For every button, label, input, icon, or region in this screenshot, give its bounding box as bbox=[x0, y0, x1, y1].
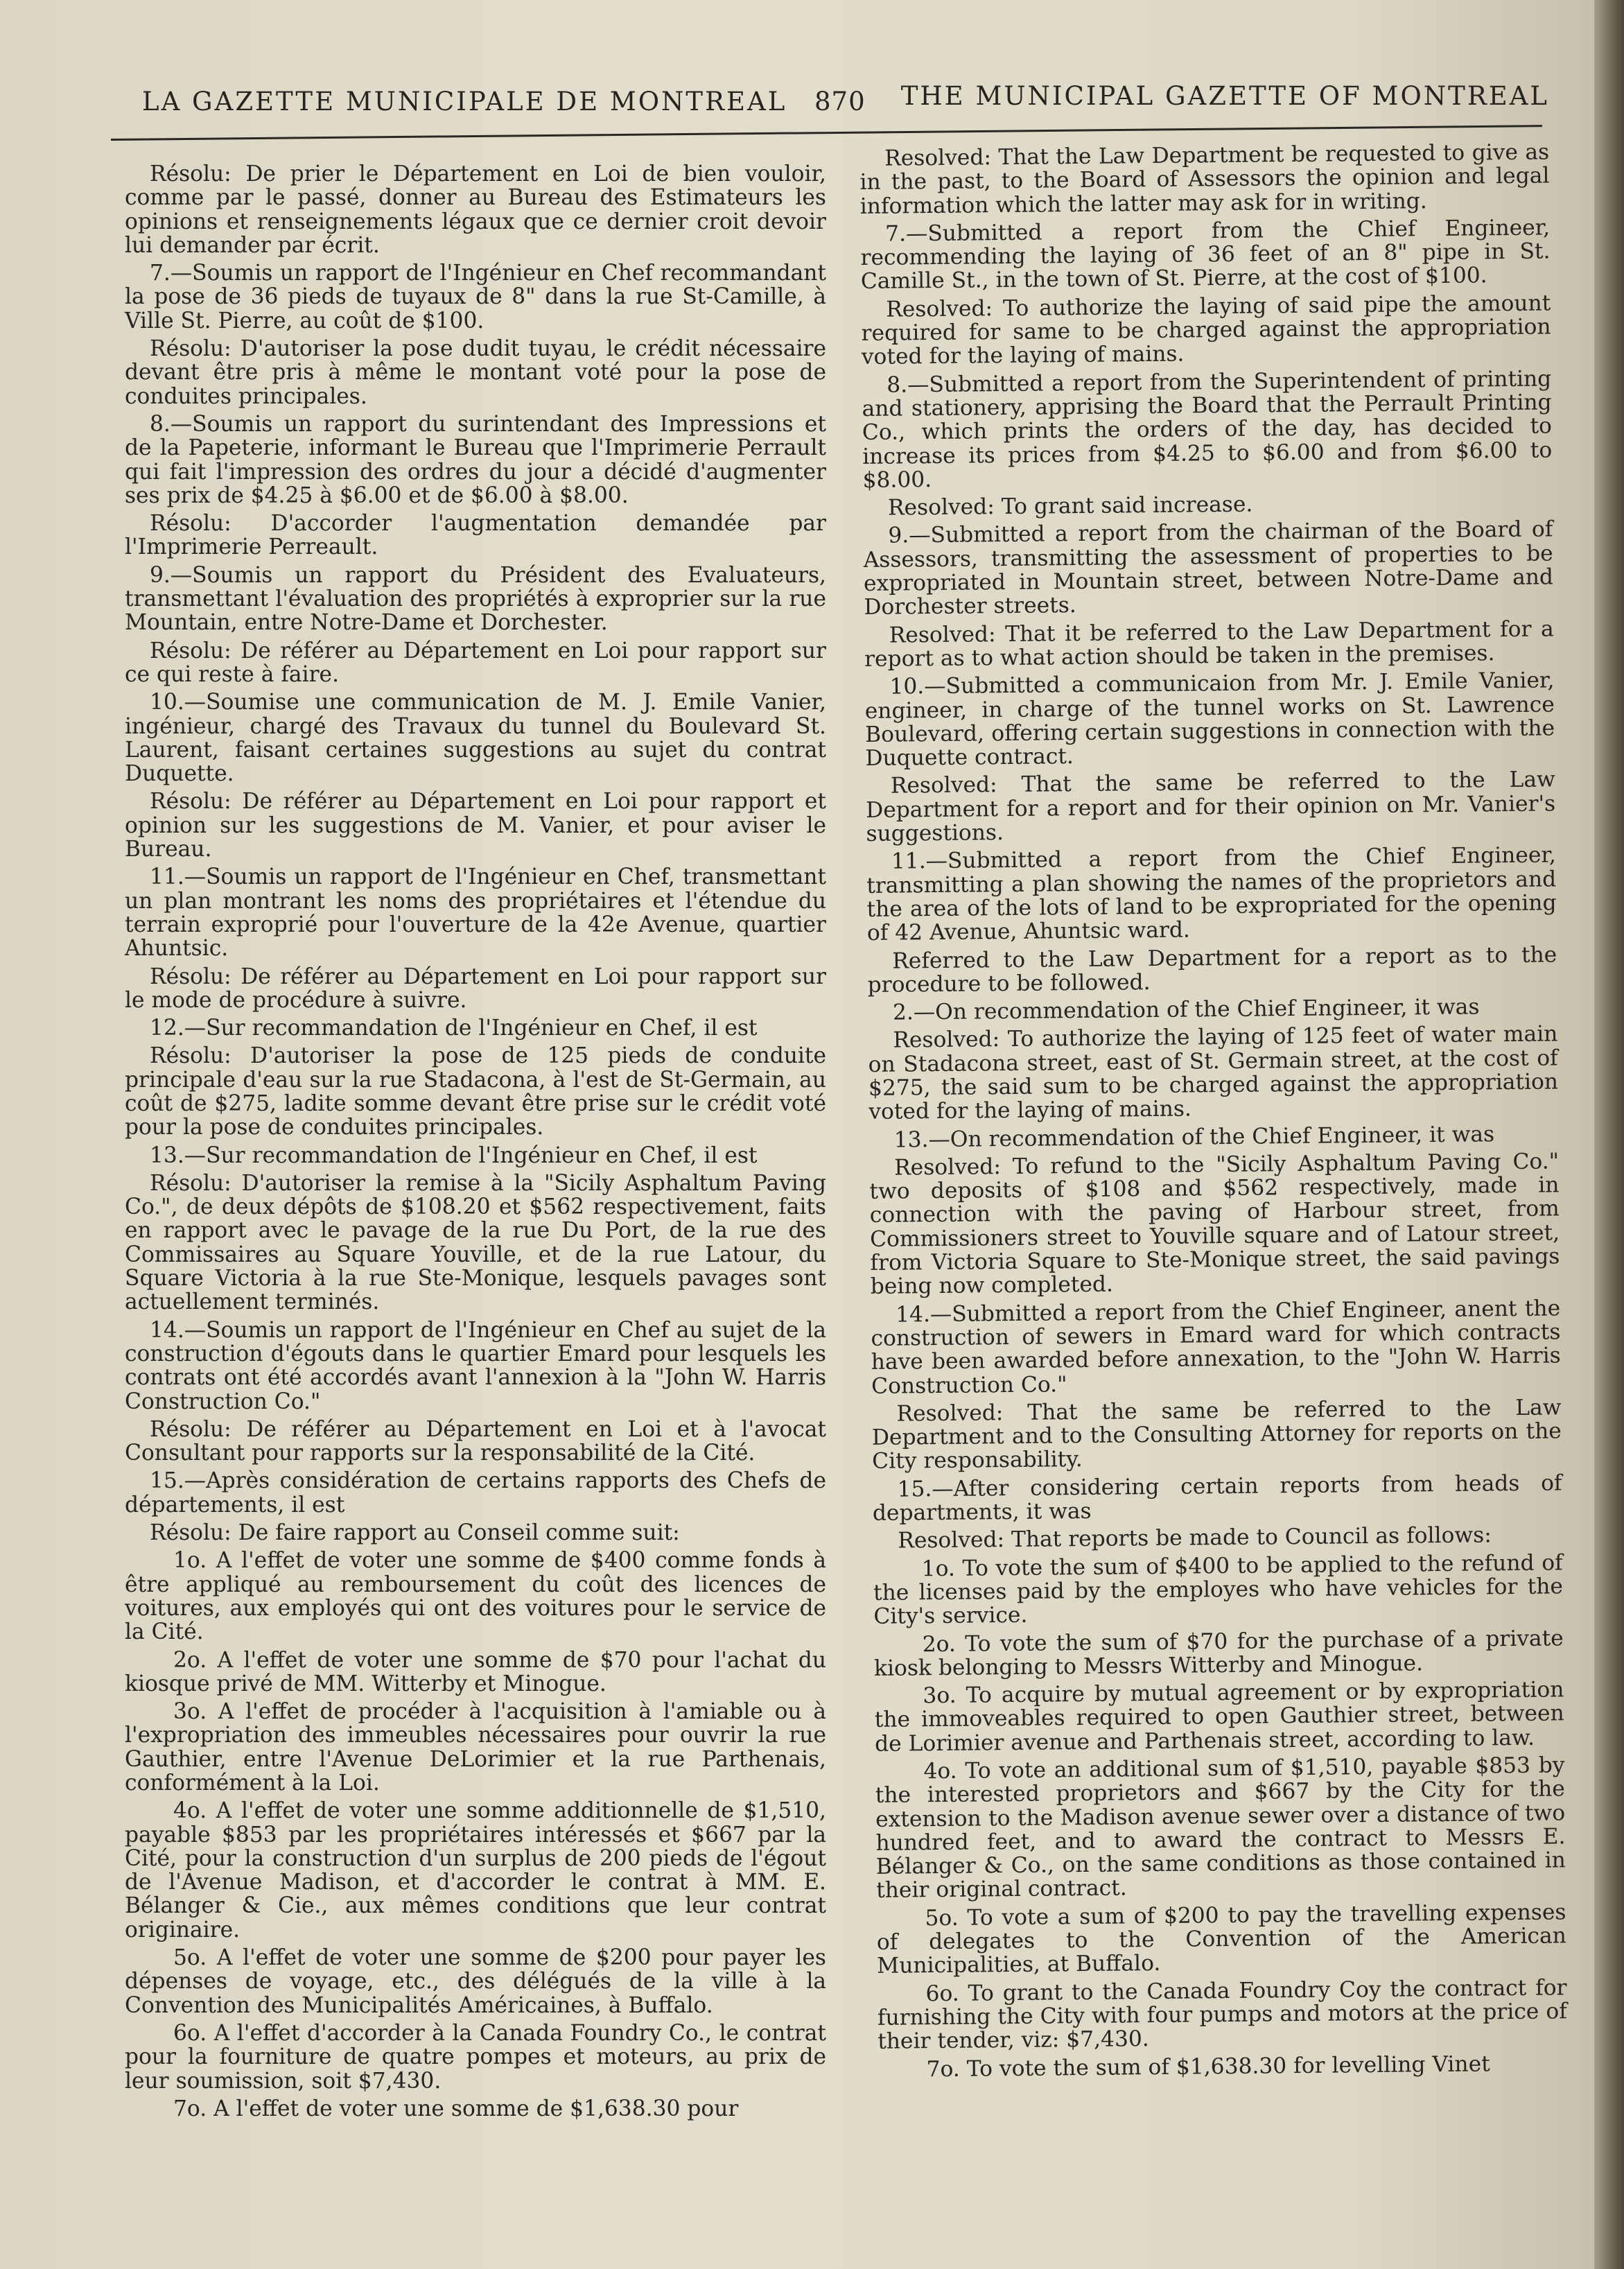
list-item: 7o. To vote the sum of $1,638.30 for levelling Vinet bbox=[926, 2051, 1490, 2082]
header-english-title: THE MUNICIPAL GAZETTE OF MONTREAL bbox=[900, 81, 1549, 111]
paragraph: Résolu: De référer au Département en Loi pour rapport et opinion sur les suggestions de M. Vanier, et pour aviser le Bureau. bbox=[125, 789, 826, 862]
english-column bbox=[859, 140, 1568, 2085]
paragraph: 9.—Submitted a report from the chairman of the Board of Assessors, transmitting the assessment of properties to be expropriated in Mountain street, between Notre-Dame and Dorchester streets. bbox=[863, 516, 1554, 620]
paragraph: 9.—Soumis un rapport du Président des Evaluateurs, transmettant l'évaluation des propriétés à exproprier sur la rue Mountain, entre Notre-Dame et Dorchester. bbox=[125, 562, 826, 636]
paragraph: 7.—Soumis un rapport de l'Ingénieur en Chef recommandant la pose de 36 pieds de tuyaux de 8" dans la rue St-Camille, à Ville St. Pierre, au coût de $100. bbox=[125, 261, 826, 333]
paragraph: Résolu: De référer au Département en Loi pour rapport sur le mode de procédure à suivre. bbox=[125, 964, 826, 1013]
page-binding-edge bbox=[1594, 0, 1624, 2269]
paragraph: Résolu: De référer au Département en Loi pour rapport sur ce qui reste à faire. bbox=[125, 638, 826, 687]
paragraph: Résolu: De faire rapport au Conseil comme suit: bbox=[150, 1520, 680, 1546]
list-item: 2o. To vote the sum of $70 for the purchase of a private kiosk belonging to Messrs Witterby and Minogue. bbox=[873, 1625, 1564, 1681]
paragraph: Résolu: De prier le Département en Loi de bien vouloir, comme par le passé, donner au Bureau des Estimateurs les opinions et renseignements légaux que ce dernier croit devoir lui demander par écrit. bbox=[125, 162, 826, 258]
list-item: 4o. To vote an additional sum of $1,510, payable $853 by the interested proprietors and $667 by the City for the extension to the Madison avenue sewer over a distance of two hundred feet, and to award the contract to Messrs E. Bélanger & Co., on the same conditions as those contained in their original contract. bbox=[875, 1753, 1566, 1904]
paragraph: 13.—Sur recommandation de l'Ingénieur en Chef, il est bbox=[150, 1142, 758, 1168]
paragraph: 12.—Sur recommandation de l'Ingénieur en Chef, il est bbox=[150, 1016, 758, 1041]
paragraph: Résolu: D'accorder l'augmentation demandée par l'Imprimerie Perreault. bbox=[125, 511, 826, 560]
list-item: 3o. A l'effet de procéder à l'acquisition à l'amiable ou à l'expropriation des immeubles nécessaires pour ouvrir la rue Gauthier, entre l'Avenue DeLorimier et la rue Parthenais, conformément à la Loi. bbox=[125, 1699, 826, 1796]
paragraph: 11.—Soumis un rapport de l'Ingénieur en Chef, transmettant un plan montrant les noms des propriétaires et l'étendue du terrain exproprié pour l'ouverture de la 42e Avenue, quartier Ahuntsic. bbox=[125, 864, 826, 962]
paragraph: 2.—On recommendation of the Chief Engineer, it was bbox=[892, 994, 1480, 1025]
list-item: 1o. To vote the sum of $400 to be applied to the refund of the licenses paid by the employes who have vehicles for the City's service. bbox=[873, 1549, 1564, 1630]
paragraph: 7.—Submitted a report from the Chief Engineer, recommending the laying of 36 feet of an 8" pipe in St. Camille St., in the town of St. Pierre, at the cost of $100. bbox=[860, 215, 1551, 295]
header-rule bbox=[111, 125, 1542, 141]
paragraph: Résolu: D'autoriser la pose dudit tuyau, le crédit nécessaire devant être pris à même le montant voté pour la pose de conduites principales. bbox=[125, 336, 826, 409]
paragraph: Resolved: To authorize the laying of said pipe the amount required for same to be charged against the appropriation voted for the laying of mains. bbox=[861, 290, 1551, 370]
list-item: 6o. A l'effet d'accorder à la Canada Foundry Co., le contrat pour la fourniture de quatre pompes et moteurs, au prix de leur soumission, soit $7,430. bbox=[125, 2020, 826, 2094]
paragraph: 15.—Après considération de certains rapports des Chefs de départements, il est bbox=[125, 1468, 826, 1518]
list-item: 5o. To vote a sum of $200 to pay the travelling expenses of delegates to the Convention of the American Municipalities, at Buffalo. bbox=[876, 1899, 1566, 1979]
paragraph: 8.—Soumis un rapport du surintendant des Impressions et de la Papeterie, informant le Bureau que l'Imprimerie Perrault qui fait l'impression des ordres du jour a décidé d'augmenter ses prix de $4.25 à $6.00 et de $6.00 à $8.00. bbox=[125, 411, 826, 508]
french-column bbox=[125, 162, 826, 2125]
paragraph: Resolved: That the Law Department be requested to give as in the past, to the Board of Assessors the opinion and legal information which the latter may ask for in writing. bbox=[859, 139, 1550, 219]
list-item: 3o. To acquire by mutual agreement or by expropriation the immoveables required to open Gauthier street, between de Lorimier avenue and Parthenais street, according to law. bbox=[874, 1677, 1564, 1757]
paragraph: 11.—Submitted a report from the Chief Engineer, transmitting a plan showing the names of the proprietors and the area of the lots of land to be expropriated for the opening of 42 Avenue, Ahuntsic ward. bbox=[866, 842, 1557, 946]
list-item: 1o. A l'effet de voter une somme de $400 comme fonds à être appliqué au remboursement du coût des licences de voitures, aux employés qui ont des voitures pour le service de la Cité. bbox=[125, 1548, 826, 1645]
paragraph: Résolu: D'autoriser la remise à la "Sicily Asphaltum Paving Co.", de deux dépôts de $108.20 et $562 respectivement, faits en rapport avec le pavage de la rue Du Port, de la rue des Commissaires au Square Youville, et de la rue Latour, du Square Victoria à la rue Ste-Monique, lesquels pavages sont actuellement terminés. bbox=[125, 1170, 826, 1315]
paragraph: 10.—Submitted a communicaion from Mr. J. Emile Vanier, engineer, in charge of the tunnel works on St. Lawrence Boulevard, offering certain suggestions in connection with the Duquette contract. bbox=[864, 668, 1555, 772]
paragraph: 13.—On recommendation of the Chief Engineer, it was bbox=[893, 1121, 1495, 1153]
list-item: 2o. A l'effet de voter une somme de $70 pour l'achat du kiosque privé de MM. Witterby et Minogue. bbox=[125, 1647, 826, 1696]
paragraph: Resolved: That the same be referred to the Law Department for a report and for their opinion on Mr. Vanier's suggestions. bbox=[866, 767, 1556, 846]
paragraph: Resolved: To refund to the "Sicily Asphaltum Paving Co." two deposits of $108 and $562 respectively, made in connection with the paving of Harbour street, from Commissioners street to Youville square and of Latour street, from Victoria Square to Ste-Monique street, the said pavings being now completed. bbox=[869, 1149, 1560, 1300]
paragraph: Resolved: That it be referred to the Law Department for a report as to what action should be taken in the premises. bbox=[864, 616, 1554, 672]
paragraph: Resolved: That reports be made to Council as follows: bbox=[898, 1522, 1492, 1554]
paragraph: Resolved: To authorize the laying of 125 feet of water main on Stadacona street, east of St. Germain street, at the cost of $275, the said sum to be charged against the appropriation voted for the laying of mains. bbox=[868, 1021, 1559, 1125]
paragraph: Resolved: That the same be referred to the Law Department and to the Consulting Attorney for reports on the City responsability. bbox=[871, 1395, 1562, 1475]
paragraph: 15.—After considering certain reports from heads of departments, it was bbox=[872, 1470, 1562, 1526]
paragraph: 8.—Submitted a report from the Superintendent of printing and stationery, apprising the Board that the Perrault Printing Co., which prints the orders of the day, has decided to increase its prices from $4.25 to $6.00 and from $6.00 to $8.00. bbox=[862, 366, 1553, 493]
paragraph: Resolved: To grant said increase. bbox=[887, 492, 1253, 521]
paragraph: 14.—Soumis un rapport de l'Ingénieur en Chef au sujet de la construction d'égouts dans le quartier Emard pour lesquels les contrats ont été accordés avant l'annexion à la "John W. Harris Construction Co." bbox=[125, 1317, 826, 1414]
list-item: 5o. A l'effet de voter une somme de $200 pour payer les dépenses de voyage, etc., des délégués de la ville à la Convention des Municipalités Américaines, à Buffalo. bbox=[125, 1945, 826, 2018]
page-header bbox=[142, 81, 1549, 121]
list-item: 4o. A l'effet de voter une somme additionnelle de $1,510, payable $853 par les propriétaires intéressés et $667 par la Cité, pour la construction d'un surplus de 200 pieds de l'égout de l'Avenue Madison, et d'accorder le contrat à MM. E. Bélanger & Cie., aux mêmes conditions que leur contrat originaire. bbox=[125, 1798, 826, 1942]
page-number: 870 bbox=[814, 87, 866, 116]
paragraph: Referred to the Law Department for a report as to the procedure to be followed. bbox=[867, 941, 1557, 998]
header-french-title: LA GAZETTE MUNICIPALE DE MONTREAL bbox=[142, 87, 787, 116]
paragraph: Résolu: D'autoriser la pose de 125 pieds de conduite principale d'eau sur la rue Stadacona, à l'est de St-Germain, au coût de $275, ladite somme devant être prise sur le crédit voté pour la pose de conduites principales. bbox=[125, 1043, 826, 1140]
paragraph: Résolu: De référer au Département en Loi et à l'avocat Consultant pour rapports sur la responsabilité de la Cité. bbox=[125, 1416, 826, 1466]
list-item: 6o. To grant to the Canada Foundry Coy the contract for furnishing the City with four pumps and motors at the price of their tender, viz: $7,430. bbox=[877, 1974, 1568, 2055]
paragraph: 10.—Soumise une communication de M. J. Emile Vanier, ingénieur, chargé des Travaux du tunnel du Boulevard St. Laurent, faisant certaines suggestions au sujet du contrat Duquette. bbox=[125, 690, 826, 787]
paragraph: 14.—Submitted a report from the Chief Engineer, anent the construction of sewers in Emard ward for which contracts have been awarded before annexation, to the "John W. Harris Construction Co." bbox=[871, 1296, 1561, 1399]
list-item: 7o. A l'effet de voter une somme de $1,638.30 pour bbox=[173, 2096, 739, 2121]
